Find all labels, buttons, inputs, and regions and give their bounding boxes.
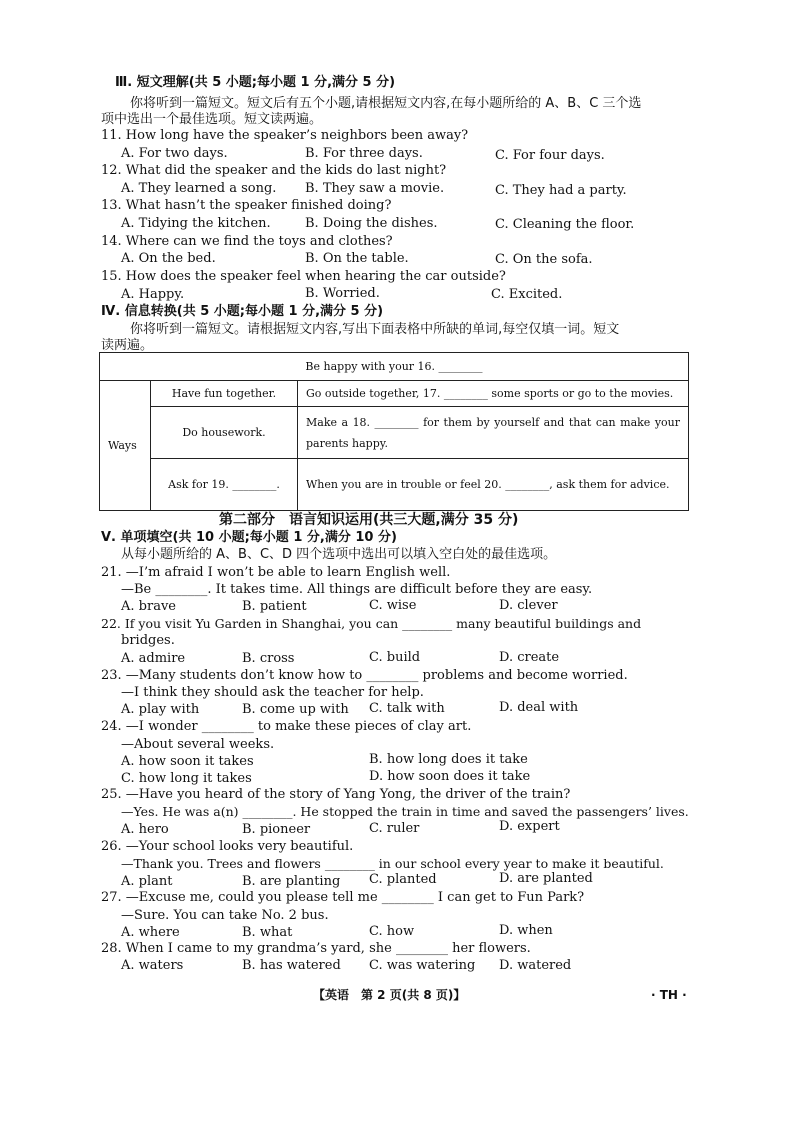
q27-option-d: D. when [499, 923, 553, 938]
q12-option-b: B. They saw a movie. [305, 181, 445, 196]
q21-line-2: —Be ________. It takes time. All things are difficult before they are easy. [121, 582, 593, 597]
question-12: 12. What did the speaker and the kids do last night? [101, 163, 447, 178]
question-15: 15. How does the speaker feel when hearing the car outside? [101, 269, 506, 284]
section-4-title: Ⅳ. 信息转换(共 5 小题;每小题 1 分,满分 5 分) [101, 304, 384, 319]
ways-cell [100, 381, 151, 511]
question-11: 11. How long have the speaker’s neighbors been away? [101, 128, 469, 143]
table-row-3-left [151, 459, 298, 511]
q25-line-1: 25. —Have you heard of the story of Yang Yong, the driver of the train? [101, 787, 571, 802]
q25-option-d: D. expert [499, 819, 560, 834]
section-5-instruction: 从每小题所给的 A、B、C、D 四个选项中选出可以填入空白处的最佳选项。 [121, 547, 557, 562]
q24-option-a: A. how soon it takes [121, 754, 254, 769]
q21-option-b: B. patient [242, 599, 307, 614]
q24-line-2: —About several weeks. [121, 737, 275, 752]
q27-line-2: —Sure. You can take No. 2 bus. [121, 908, 329, 923]
q23-option-a: A. play with [121, 702, 200, 717]
q22-option-b: B. cross [242, 651, 295, 666]
q22-option-d: D. create [499, 650, 560, 665]
q15-option-c: C. Excited. [491, 287, 563, 302]
q22-option-a: A. admire [121, 651, 186, 666]
table-row-3-right [298, 459, 689, 511]
q27-option-b: B. what [242, 925, 293, 940]
q12-option-c: C. They had a party. [495, 183, 627, 198]
q13-option-b: B. Doing the dishes. [305, 216, 438, 231]
q14-option-b: B. On the table. [305, 251, 409, 266]
question-14: 14. Where can we find the toys and clothes? [101, 234, 393, 249]
q25-option-a: A. hero [121, 822, 169, 837]
information-table [99, 352, 689, 511]
section-5-title: Ⅴ. 单项填空(共 10 小题;每小题 1 分,满分 10 分) [101, 530, 397, 545]
row-1-right-text: Go outside together, 17. ________ some sports or go to the movies. [306, 387, 674, 400]
q11-option-c: C. For four days. [495, 148, 605, 163]
q21-option-a: A. brave [121, 599, 176, 614]
q24-line-1: 24. —I wonder ________ to make these pieces of clay art. [101, 719, 472, 734]
table-row-2-left [151, 407, 298, 459]
row-3-right-text: When you are in trouble or feel 20. ________, ask them for advice. [306, 478, 670, 491]
q15-option-b: B. Worried. [305, 286, 380, 301]
q23-line-2: —I think they should ask the teacher for help. [121, 685, 424, 700]
q25-option-c: C. ruler [369, 821, 420, 836]
table-row-1-left [151, 381, 298, 407]
q27-option-a: A. where [121, 925, 180, 940]
q28-option-d: D. watered [499, 958, 572, 973]
q28-option-a: A. waters [121, 958, 184, 973]
q28-option-b: B. has watered [242, 958, 341, 973]
q14-option-c: C. On the sofa. [495, 252, 593, 267]
q12-option-a: A. They learned a song. [121, 181, 277, 196]
q26-option-c: C. planted [369, 872, 437, 887]
table-header-cell [100, 353, 689, 381]
q24-option-b: B. how long does it take [369, 752, 528, 767]
q28-option-c: C. was watering [369, 958, 476, 973]
q24-option-d: D. how soon does it take [369, 769, 531, 784]
q26-option-b: B. are planting [242, 874, 341, 889]
q14-option-a: A. On the bed. [121, 251, 216, 266]
q26-option-a: A. plant [121, 874, 173, 889]
question-13: 13. What hasn’t the speaker finished doing? [101, 198, 392, 213]
q13-option-c: C. Cleaning the floor. [495, 217, 635, 232]
q11-option-a: A. For two days. [121, 146, 228, 161]
row-1-left-text: Have fun together. [171, 387, 277, 400]
q23-option-c: C. talk with [369, 701, 445, 716]
table-header-text: Be happy with your 16. ________ [305, 360, 483, 373]
q23-option-d: D. deal with [499, 700, 579, 715]
page-footer: 【英语 第 2 页(共 8 页)】 [313, 988, 466, 1002]
q25-line-2: —Yes. He was a(n) ________. He stopped the train in time and saved the passengers’ lives. [121, 804, 689, 819]
section-4-instruction-line-1: 你将听到一篇短文。请根据短文内容,写出下面表格中所缺的单词,每空仅填一词。短文 [130, 322, 620, 337]
q21-option-d: D. clever [499, 598, 558, 613]
section-3-instruction-line-2: 项中选出一个最佳选项。短文读两遍。 [101, 112, 323, 127]
q11-option-b: B. For three days. [305, 146, 423, 161]
q28-line-1: 28. When I came to my grandma’s yard, she ________ her flowers. [101, 941, 531, 956]
q22-option-c: C. build [369, 650, 421, 665]
section-3-instruction-line-1: 你将听到一篇短文。短文后有五个小题,请根据短文内容,在每小题所给的 A、B、C 三个选 [130, 96, 642, 111]
q21-line-1: 21. —I’m afraid I won’t be able to learn English well. [101, 565, 451, 580]
q22-line-1: 22. If you visit Yu Garden in Shanghai, you can ________ many beautiful buildings and [101, 616, 642, 631]
table-row-1-right [298, 381, 689, 407]
q27-line-1: 27. —Excuse me, could you please tell me ________ I can get to Fun Park? [101, 890, 585, 905]
q15-option-a: A. Happy. [121, 287, 185, 302]
q23-option-b: B. come up with [242, 702, 349, 717]
q23-line-1: 23. —Many students don’t know how to ________ problems and become worried. [101, 668, 628, 683]
footer-code: · TH · [651, 988, 687, 1002]
row-3-left-text: Ask for 19. ________. [168, 478, 280, 491]
q21-option-c: C. wise [369, 598, 417, 613]
q13-option-a: A. Tidying the kitchen. [121, 216, 271, 231]
ways-label: Ways [108, 439, 137, 452]
row-2-right-text: Make a 18. ________ for them by yourself and that can make your parents happy. [306, 415, 680, 450]
part-2-title: 第二部分 语言知识运用(共三大题,满分 35 分) [219, 512, 519, 528]
q27-option-c: C. how [369, 924, 415, 939]
row-2-left-text: Do housework. [182, 426, 266, 439]
q24-option-c: C. how long it takes [121, 771, 252, 786]
q26-line-1: 26. —Your school looks very beautiful. [101, 839, 354, 854]
q25-option-b: B. pioneer [242, 822, 311, 837]
table-row-2-right [298, 407, 689, 459]
q26-line-2: —Thank you. Trees and flowers ________ in our school every year to make it beautiful. [121, 856, 664, 871]
section-4-instruction-line-2: 读两遍。 [101, 338, 154, 353]
section-3-title: Ⅲ. 短文理解(共 5 小题;每小题 1 分,满分 5 分) [115, 75, 396, 90]
q22-line-2: bridges. [121, 633, 175, 648]
q26-option-d: D. are planted [499, 871, 593, 886]
